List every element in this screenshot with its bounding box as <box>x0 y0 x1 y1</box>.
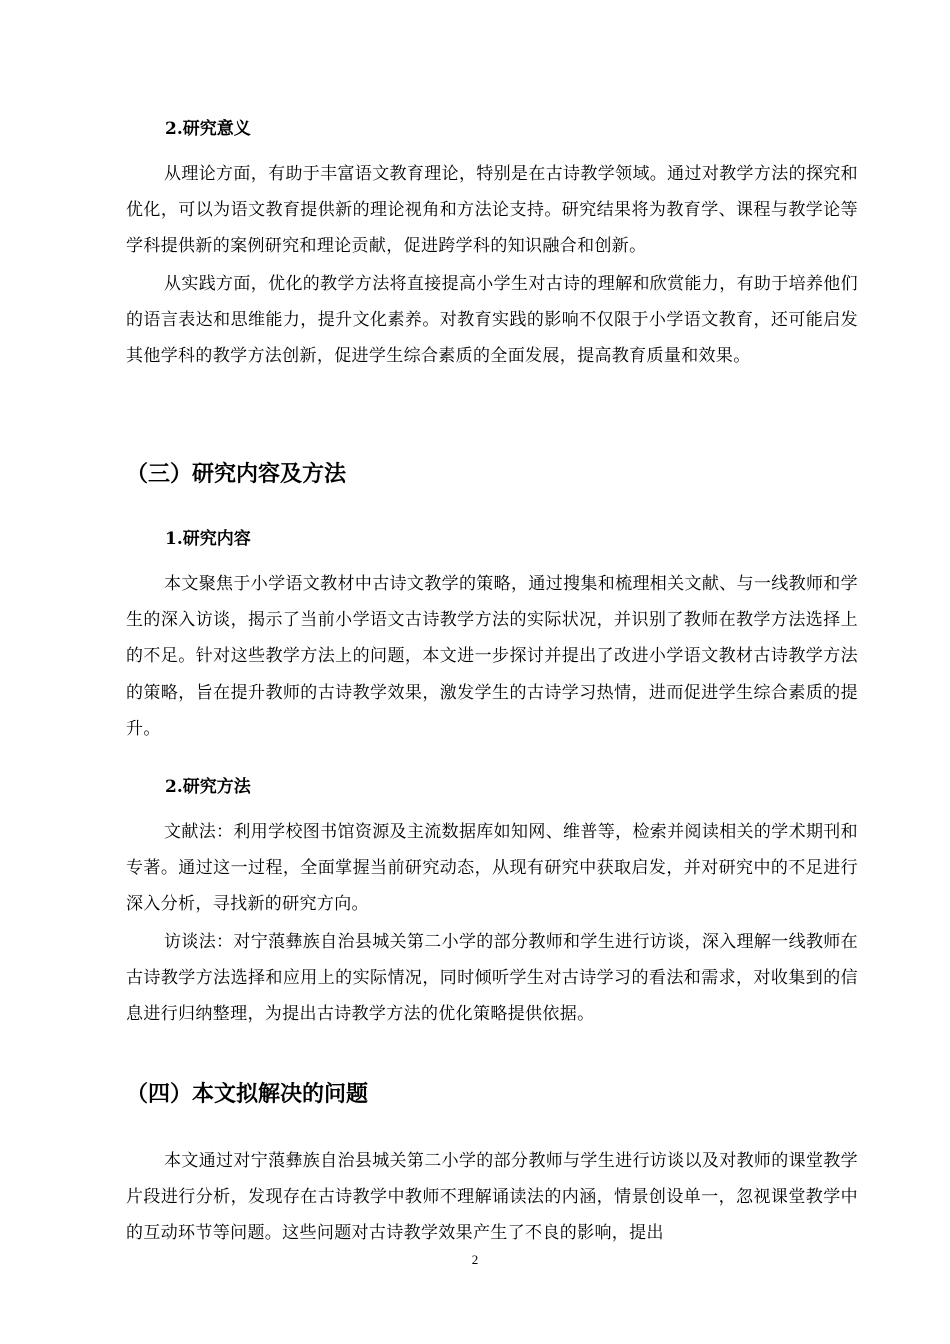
paragraph-interview-method: 访谈法：对宁蒗彝族自治县城关第二小学的部分教师和学生进行访谈，深入理解一线教师在古诗教学方法选择和应用上的实际情况，同时倾听学生对古诗学习的看法和需求，对收集到的信息进行归纳整理，为提出古诗教学方法的优化策略提供依据。 <box>126 932 858 1025</box>
paragraph-problems: 本文通过对宁蒗彝族自治县城关第二小学的部分教师与学生进行访谈以及对教师的课堂教学片段进行分析，发现存在古诗教学中教师不理解诵读法的内涵，情景创设单一，忽视课堂教学中的互动环节等问题。这些问题对古诗教学效果产生了不良的影响，提出 <box>126 1151 858 1244</box>
page-number: 2 <box>471 1252 479 1267</box>
paragraph-theory: 从理论方面，有助于丰富语文教育理论，特别是在古诗教学领域。通过对教学方法的探究和优化，可以为语文教育提供新的理论视角和方法论支持。研究结果将为教育学、课程与教学论等学科提供新的案例研究和理论贡献，促进跨学科的知识融合和创新。 <box>126 164 858 257</box>
subsection-heading-methods: 2.研究方法 <box>165 777 251 797</box>
section-heading-content-methods: （三）研究内容及方法 <box>126 461 347 487</box>
section-heading-problems: （四）本文拟解决的问题 <box>126 1081 369 1107</box>
paragraph-literature-method: 文献法：利用学校图书馆资源及主流数据库如知网、维普等，检索并阅读相关的学术期刊和专著。通过这一过程，全面掌握当前研究动态，从现有研究中获取启发，并对研究中的不足进行深入分析，寻找新的研究方向。 <box>126 822 858 915</box>
paragraph-practice: 从实践方面，优化的教学方法将直接提高小学生对古诗的理解和欣赏能力，有助于培养他们的语言表达和思维能力，提升文化素养。对教育实践的影响不仅限于小学语文教育，还可能启发其他学科的教学方法创新，促进学生综合素质的全面发展，提高教育质量和效果。 <box>126 274 858 367</box>
subsection-heading-content: 1.研究内容 <box>165 529 251 549</box>
paragraph-research-content: 本文聚焦于小学语文教材中古诗文教学的策略，通过搜集和梳理相关文献、与一线教师和学生的深入访谈，揭示了当前小学语文古诗教学方法的实际状况，并识别了教师在教学方法选择上的不足。针对这些教学方法上的问题，本文进一步探讨并提出了改进小学语文教材古诗教学方法的策略，旨在提升教师的古诗教学效果，激发学生的古诗学习热情，进而促进学生综合素质的提升。 <box>126 574 858 739</box>
subsection-heading-significance: 2.研究意义 <box>165 119 251 139</box>
